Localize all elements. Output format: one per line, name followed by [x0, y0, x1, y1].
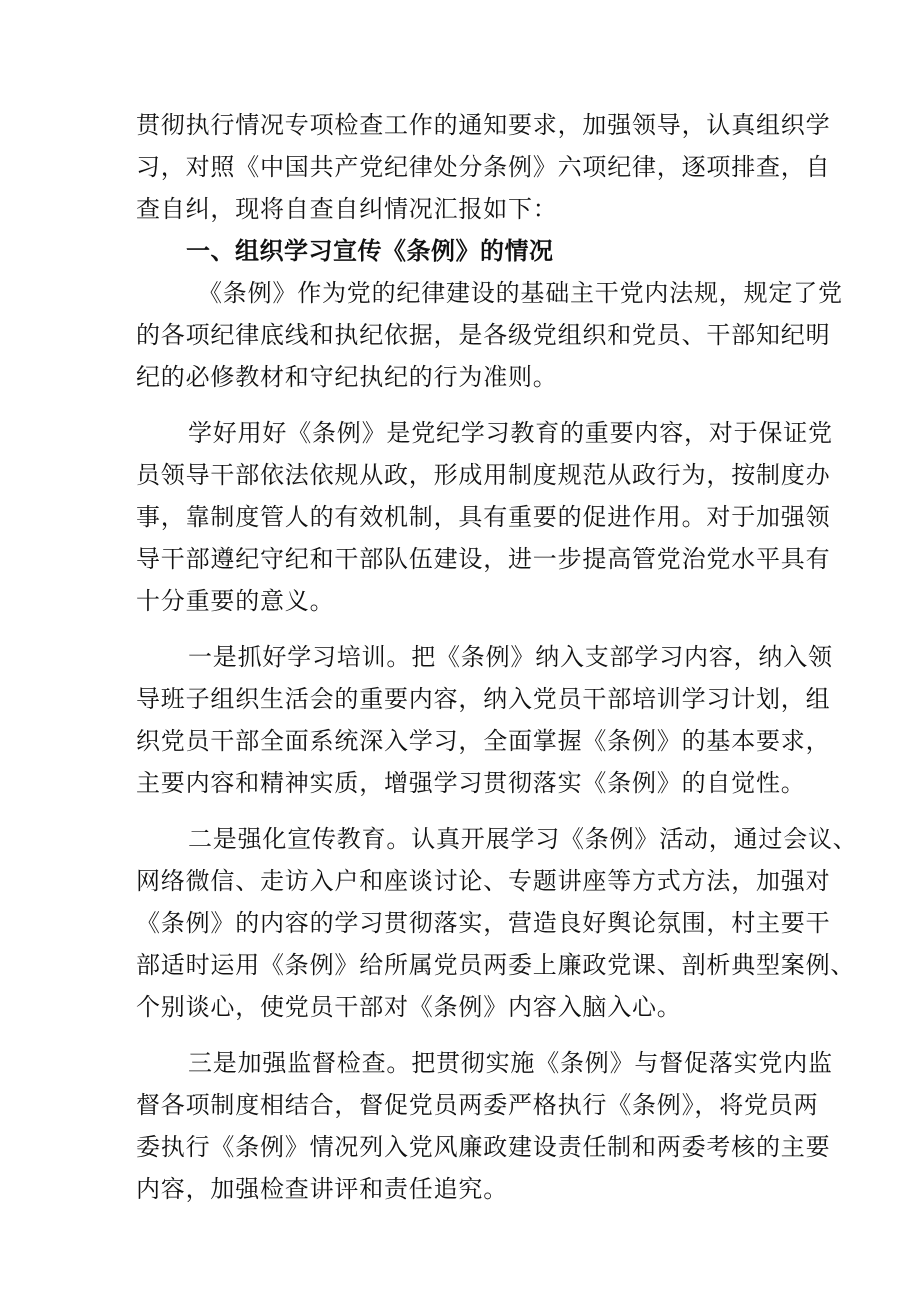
- text-line: 督各项制度相结合，督促党员两委严格执行《条例》，将党员两: [136, 1091, 819, 1119]
- text-line: 内容，加强检查讲评和责任追究。: [136, 1175, 508, 1203]
- paragraph-4: [136, 818, 858, 1028]
- paragraph-1: [136, 272, 843, 398]
- text-line: 的各项纪律底线和执纪依据，是各级党组织和党员、干部知纪明: [136, 321, 831, 349]
- text-line: 二是强化宣传教育。认真开展学习《条例》活动，通过会议、: [188, 825, 858, 853]
- paragraph-2: [136, 412, 833, 622]
- text-line: 委执行《条例》情况列入党风廉政建设责任制和两委考核的主要: [136, 1133, 831, 1161]
- text-line: 《条例》作为党的纪律建设的基础主干党内法规，规定了党: [198, 279, 843, 307]
- intro-paragraph: [136, 104, 831, 230]
- text-line: 事，靠制度管人的有效机制，具有重要的促进作用。对于加强领: [136, 503, 831, 531]
- text-line: 导干部遵纪守纪和干部队伍建设，进一步提高管党治党水平具有: [136, 545, 831, 573]
- text-line: 贯彻执行情况专项检查工作的通知要求，加强领导，认真组织学: [136, 111, 831, 139]
- text-line: 个别谈心，使党员干部对《条例》内容入脑入心。: [136, 993, 682, 1021]
- paragraph-3: [136, 636, 833, 804]
- text-line: 十分重要的意义。: [136, 587, 335, 615]
- text-line: 学好用好《条例》是党纪学习教育的重要内容，对于保证党: [188, 419, 833, 447]
- text-line: 部适时运用《条例》给所属党员两委上廉政党课、剖析典型案例、: [136, 951, 856, 979]
- section-heading: 一、组织学习宣传《条例》的情况: [186, 237, 554, 265]
- paragraph-5: [136, 1042, 833, 1210]
- text-line: 员领导干部依法依规从政，形成用制度规范从政行为，按制度办: [136, 461, 831, 489]
- text-line: 织党员干部全面系统深入学习，全面掌握《条例》的基本要求，: [136, 727, 831, 755]
- text-line: 主要内容和精神实质，增强学习贯彻落实《条例》的自觉性。: [136, 769, 806, 797]
- text-line: 纪的必修教材和守纪执纪的行为准则。: [136, 363, 558, 391]
- document-body: [136, 104, 858, 1210]
- text-line: 查自纠，现将自查自纠情况汇报如下：: [136, 195, 558, 223]
- text-line: 导班子组织生活会的重要内容，纳入党员干部培训学习计划，组: [136, 685, 831, 713]
- text-line: 习，对照《中国共产党纪律处分条例》六项纪律，逐项排查，自: [136, 153, 831, 181]
- text-line: 三是加强监督检查。把贯彻实施《条例》与督促落实党内监: [188, 1049, 833, 1077]
- text-line: 一是抓好学习培训。把《条例》纳入支部学习内容，纳入领: [188, 643, 833, 671]
- text-line: 《条例》的内容的学习贯彻落实，营造良好舆论氛围，村主要干: [136, 909, 831, 937]
- text-line: 网络微信、走访入户和座谈讨论、专题讲座等方式方法，加强对: [136, 867, 831, 895]
